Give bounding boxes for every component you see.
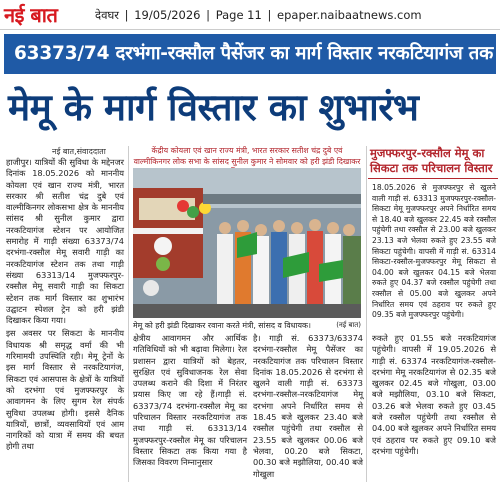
news-photo[interactable] <box>133 168 361 318</box>
article-column-4: रुकते हुए 01.55 बजे नरकटियागंज पहुंचेगी। वापसी में 19.05.2026 से गाड़ी सं. 63374 नरकटियागंज-रक्सौल-दरभंगा मेमू नरकटियागंज से 02.35 बजे खुलकर 02.45 बजे गोखुला, 03.00 बजे मझौलिया, 03.10 बजे सिकटा, 03.26 बजे भेलवा रुकते हुए 03.45 बजे रक्सौल पहुंचेगी तथा रक्सौल से 04.00 बजे खुलकर अपने निर्धारित समय एवं ठहराव पर रुकते हुए 09.10 बजे दरभंगा पहुंचेगी। <box>372 333 496 456</box>
separator: | <box>267 8 272 22</box>
logo-text: नई बात <box>4 3 58 27</box>
sidebar-divider <box>368 178 498 179</box>
edition-meta <box>94 8 423 23</box>
column-divider <box>128 146 129 482</box>
sidebar-headline: मुजफ्फरपुर-रक्सौल मेमू का सिकटा तक परिचालन विस्तार <box>370 146 493 175</box>
column-divider <box>366 146 367 482</box>
article-column-1 <box>6 157 124 455</box>
newspaper-logo[interactable] <box>4 3 88 27</box>
article-column-2: क्षेत्रीय आवागमन और आर्थिक गतिविधियों को भी बढ़ावा मिलेगा। रेल प्रशासन द्वारा यात्रियों को बेहतर, सुरक्षित एवं सुविधाजनक रेल सेवा उपलब्ध कराने की दिशा में निरंतर प्रयास किए जा रहे हैं।गाड़ी सं. 63373/74 दरभंगा-रक्सौल मेमू का परिचालन विस्तार नरकटियागंज तक तथा गाड़ी सं. 63313/14 मुजफ्फरपुर-रक्सौल मेमू का परिचालन विस्तार सिकटा तक किया गया है जिसका विवरण निम्नानुसार <box>133 333 247 468</box>
edition-date: 19/05/2026 <box>134 8 201 22</box>
edition-city: देवघर <box>95 8 120 22</box>
page-number: Page 11 <box>215 8 262 22</box>
kicker-bar <box>4 34 496 74</box>
masthead <box>0 0 500 30</box>
photo-credit: (नई बात) <box>336 321 361 329</box>
article-headline: मेमू के मार्ग विस्तार का शुभारंभ <box>8 86 419 129</box>
separator: | <box>206 8 211 22</box>
article-column-3: है। गाड़ी सं. 63373/63374 दरभंगा-रक्सौल मेमू पैसेंजर का नरकटियागंज तक परिचालन विस्तार दिनांक 18.05.2026 से दरभंगा से खुलने वाली गाड़ी सं. 63373 दरभंगा-रक्सौल-नरकटियागंज मेमू दरभंगा अपने निर्धारित समय से 18.45 बजे खुलकर 23.40 बजे रक्सौल पहुंचेगी तथा रक्सौल से 23.55 बजे खुलकर 00.06 बजे भेलवा, 00.20 बजे सिकटा, 00.30 बजे मझौलिया, 00.40 बजे गोखुला <box>253 333 363 479</box>
byline: नई बात,संवाददाता <box>52 147 106 156</box>
paragraph: इस अवसर पर सिकटा के माननीय विधायक श्री समृद्ध वर्मा की भी गरिमामयी उपस्थिति रही। मेमू ट्रेनों के इस मार्ग विस्तार से नरकटियागंज, सिकटा एवं आसपास के क्षेत्रों के यात्रियों को दरभंगा एवं मुजफ्फरपुर के आवागमन के लिए सुगम रेल संपर्क सुविधा उपलब्ध होगी। इससे दैनिक यात्रियों, छात्रों, व्यवसायियों एवं आम नागरिकों को यात्रा में समय की बचत होगी तथा <box>6 328 124 452</box>
separator: | <box>124 8 129 22</box>
photo-caption <box>133 321 361 331</box>
article-kicker: 63373/74 दरभंगा-रक्सौल पैसेंजर का मार्ग विस्तार नरकटियागंज तक <box>14 43 494 64</box>
photo-illustration <box>133 168 361 318</box>
site-link[interactable]: epaper.naibaatnews.com <box>277 8 422 22</box>
sidebar-body: 18.05.2026 से मुजफ्फरपुर से खुलने वाली गाड़ी सं. 63313 मुजफ्फरपुर-रक्सौल-सिकटा मेमू मुजफ्फरपुर अपने निर्धारित समय से 18.40 बजे खुलकर 22.45 बजे रक्सौल पहुंचेगी तथा रक्सौल से 23.00 बजे खुलकर 23.13 बजे भेलवा रुकते हुए 23.55 बजे सिकटा पहुंचेगी। वापसी में गाड़ी सं. 63314 सिकटा-रक्सौल-मुजफ्फरपुर मेमू सिकटा से 04.00 बजे खुलकर 04.15 बजे भेलवा रुकते हुए 04.37 बजे रक्सौल पहुंचेगी तथा रक्सौल से 05.00 बजे खुलकर अपने निर्धारित समय एवं ठहराव पर रुकते हुए 09.35 बजे मुजफ्फरपुर पहुंचेगी। <box>372 183 496 320</box>
photo-headline-caption: केंद्रीय कोयला एवं खान राज्य मंत्री, भारत सरकार सतीश चंद्र दुबे एवं वाल्मीकिनगर लोक सभा के सांसद सुनील कुमार ने सोमवार को हरी झंडी दिखाकर <box>133 146 361 166</box>
paragraph: हाजीपुर। यात्रियों की सुविधा के मद्देनजर दिनांक 18.05.2026 को माननीय कोयला एवं खान राज्य मंत्री, भारत सरकार श्री सतीश चंद्र दुबे एवं वाल्मीकिनगर लोकसभा क्षेत्र के माननीय सांसद श्री सुनील कुमार द्वारा नरकटियागंज स्टेशन पर आयोजित समारोह में गाड़ी संख्या 63373/74 दरभंगा-रक्सौल मेमू सवारी गाड़ी का नरकटियागंज स्टेशन तक तथा गाड़ी संख्या 63313/14 मुजफ्फरपुर-रक्सौल मेमू सवारी गाड़ी का सिकटा स्टेशन तक मार्ग विस्तार का शुभारंभ उद्घाटन स्पेशल ट्रेन को हरी झंडी दिखाकर किया गया। <box>6 157 124 326</box>
photo-caption-text: मेमू को हरी झंडी दिखाकर रवाना करते मंत्री, सांसद व विधायक। <box>133 321 311 330</box>
